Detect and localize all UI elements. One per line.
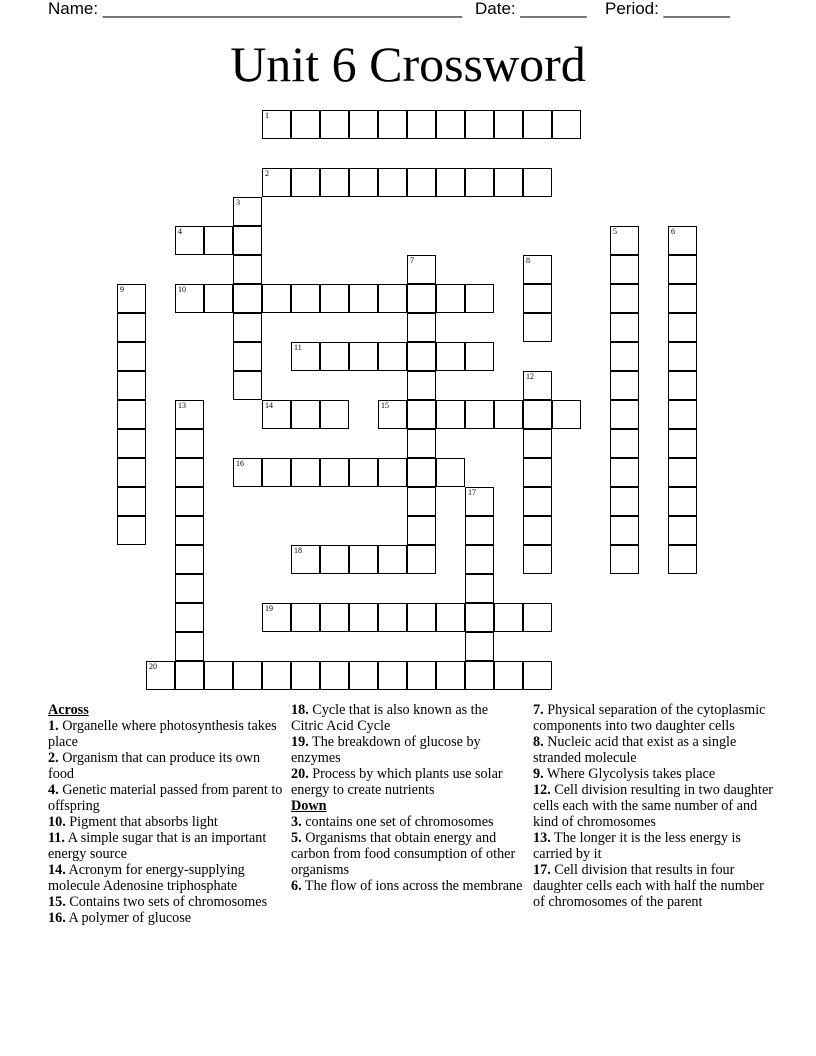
clue-number: 20	[149, 662, 157, 671]
crossword-cell[interactable]	[436, 284, 465, 313]
clue-text: Cell division that results in four daughter cells each with half the number of chromosomes of the parent	[533, 862, 764, 910]
clue-text: Physical separation of the cytoplasmic components into two daughter cells	[533, 702, 766, 734]
crossword-cell[interactable]	[668, 313, 697, 342]
crossword-cell[interactable]	[436, 458, 465, 487]
crossword-cell[interactable]	[465, 632, 494, 661]
crossword-cell[interactable]	[407, 371, 436, 400]
crossword-cell[interactable]	[668, 545, 697, 574]
crossword-cell[interactable]	[378, 545, 407, 574]
clue-text: The longer it is the less energy is carried by it	[533, 830, 741, 862]
crossword-cell[interactable]	[668, 429, 697, 458]
crossword-cell[interactable]	[262, 458, 291, 487]
crossword-cell[interactable]	[291, 458, 320, 487]
crossword-cell[interactable]	[407, 487, 436, 516]
clue-item	[48, 718, 284, 750]
crossword-cell[interactable]	[610, 516, 639, 545]
crossword-cell[interactable]	[610, 255, 639, 284]
crossword-cell[interactable]	[523, 429, 552, 458]
clue-number-label: 17.	[533, 862, 551, 878]
crossword-cell[interactable]	[262, 400, 291, 429]
clue-number: 16	[236, 459, 244, 468]
clue-number-label: 16.	[48, 910, 66, 926]
clue-text: The flow of ions across the membrane	[301, 878, 523, 894]
clue-item	[533, 862, 773, 910]
page-title: Unit 6 Crossword	[230, 36, 586, 92]
clue-number-label: 12.	[533, 782, 551, 798]
crossword-cell[interactable]	[175, 458, 204, 487]
crossword-cell[interactable]	[523, 661, 552, 690]
crossword-cell[interactable]	[117, 371, 146, 400]
clue-text: Organisms that obtain energy and carbon from food consumption of other organisms	[291, 830, 516, 878]
crossword-cell[interactable]	[349, 168, 378, 197]
crossword-cell[interactable]	[436, 168, 465, 197]
period-field[interactable]: Period: _______	[605, 0, 730, 18]
crossword-cell[interactable]	[175, 226, 204, 255]
clue-item	[48, 910, 284, 926]
clue-item	[291, 878, 523, 894]
crossword-cell[interactable]	[175, 661, 204, 690]
clue-text: Organelle where photosynthesis takes place	[48, 718, 277, 750]
crossword-cell[interactable]	[465, 284, 494, 313]
crossword-cell[interactable]	[291, 342, 320, 371]
crossword-cell[interactable]	[117, 342, 146, 371]
crossword-cell[interactable]	[146, 661, 175, 690]
crossword-cell[interactable]	[465, 110, 494, 139]
clue-number: 17	[468, 488, 476, 497]
crossword-cell[interactable]	[320, 545, 349, 574]
crossword-cell[interactable]	[349, 284, 378, 313]
crossword-cell[interactable]	[175, 516, 204, 545]
crossword-cell[interactable]	[668, 226, 697, 255]
crossword-cell[interactable]	[233, 342, 262, 371]
crossword-cell[interactable]	[523, 284, 552, 313]
clue-number-label: 5.	[291, 830, 302, 846]
clue-number-label: 3.	[291, 814, 302, 830]
clue-text: Acronym for energy-supplying molecule Adenosine triphosphate	[48, 862, 245, 894]
crossword-cell[interactable]	[610, 545, 639, 574]
crossword-cell[interactable]	[117, 400, 146, 429]
crossword-cell[interactable]	[436, 603, 465, 632]
crossword-cell[interactable]	[610, 342, 639, 371]
crossword-cell[interactable]	[320, 458, 349, 487]
crossword-cell[interactable]	[465, 400, 494, 429]
clue-item	[291, 830, 523, 878]
clue-item	[533, 782, 773, 830]
clue-item	[291, 702, 523, 734]
crossword-cell[interactable]	[291, 603, 320, 632]
clue-text: Pigment that absorbs light	[65, 814, 218, 830]
clue-number: 11	[294, 343, 302, 352]
clue-number-label: 8.	[533, 734, 544, 750]
crossword-cell[interactable]	[465, 574, 494, 603]
crossword-cell[interactable]	[117, 313, 146, 342]
clue-item	[48, 814, 284, 830]
clue-item	[48, 894, 284, 910]
crossword-cell[interactable]	[320, 661, 349, 690]
crossword-cell[interactable]	[436, 342, 465, 371]
crossword-cell[interactable]	[407, 313, 436, 342]
crossword-cell[interactable]	[552, 400, 581, 429]
crossword-cell[interactable]	[349, 110, 378, 139]
crossword-cell[interactable]	[291, 168, 320, 197]
clue-item	[48, 782, 284, 814]
crossword-cell[interactable]	[407, 458, 436, 487]
crossword-cell[interactable]	[204, 284, 233, 313]
clue-text: Nucleic acid that exist as a single stranded molecule	[533, 734, 737, 766]
clue-number: 6	[671, 227, 675, 236]
crossword-cell[interactable]	[523, 603, 552, 632]
crossword-cell[interactable]	[349, 661, 378, 690]
clue-number-label: 1.	[48, 718, 59, 734]
clue-number: 12	[526, 372, 534, 381]
crossword-cell[interactable]	[233, 661, 262, 690]
crossword-cell[interactable]	[117, 429, 146, 458]
crossword-cell[interactable]	[668, 371, 697, 400]
clue-number-label: 11.	[48, 830, 65, 846]
clue-text: Where Glycolysis takes place	[543, 766, 716, 782]
crossword-cell[interactable]	[494, 110, 523, 139]
crossword-cell[interactable]	[175, 284, 204, 313]
crossword-cell[interactable]	[378, 603, 407, 632]
clue-number-label: 14.	[48, 862, 66, 878]
crossword-cell[interactable]	[320, 400, 349, 429]
crossword-cell[interactable]	[291, 110, 320, 139]
crossword-cell[interactable]	[117, 487, 146, 516]
crossword-cell[interactable]	[523, 516, 552, 545]
crossword-cell[interactable]	[436, 110, 465, 139]
crossword-cell[interactable]	[523, 255, 552, 284]
crossword-cell[interactable]	[349, 342, 378, 371]
clue-text: contains one set of chromosomes	[301, 814, 494, 830]
crossword-cell[interactable]	[668, 516, 697, 545]
crossword-cell[interactable]	[610, 400, 639, 429]
crossword-cell[interactable]	[233, 313, 262, 342]
crossword-cell[interactable]	[610, 284, 639, 313]
crossword-cell[interactable]	[523, 458, 552, 487]
crossword-cell[interactable]	[378, 110, 407, 139]
crossword-cell[interactable]	[117, 458, 146, 487]
clue-item	[48, 862, 284, 894]
crossword-cell[interactable]	[407, 168, 436, 197]
crossword-cell[interactable]	[262, 661, 291, 690]
crossword-cell[interactable]	[610, 226, 639, 255]
crossword-cell[interactable]	[175, 545, 204, 574]
clue-number-label: 13.	[533, 830, 551, 846]
clue-number: 4	[178, 227, 182, 236]
clue-number-label: 20.	[291, 766, 309, 782]
crossword-cell[interactable]	[233, 284, 262, 313]
crossword-cell[interactable]	[407, 255, 436, 284]
crossword-cell[interactable]	[291, 400, 320, 429]
crossword-cell[interactable]	[494, 400, 523, 429]
clue-item	[48, 750, 284, 782]
clue-number-label: 4.	[48, 782, 59, 798]
crossword-cell[interactable]	[407, 516, 436, 545]
crossword-cell[interactable]	[494, 168, 523, 197]
crossword-cell[interactable]	[262, 168, 291, 197]
crossword-cell[interactable]	[233, 255, 262, 284]
crossword-cell[interactable]	[465, 342, 494, 371]
clue-number-label: 15.	[48, 894, 66, 910]
clue-number-label: 6.	[291, 878, 302, 894]
crossword-cell[interactable]	[407, 284, 436, 313]
crossword-cell[interactable]	[465, 516, 494, 545]
crossword-cell[interactable]	[320, 603, 349, 632]
crossword-cell[interactable]	[233, 458, 262, 487]
clue-number: 19	[265, 604, 273, 613]
crossword-cell[interactable]	[175, 400, 204, 429]
crossword-cell[interactable]	[291, 545, 320, 574]
clue-number: 13	[178, 401, 186, 410]
crossword-cell[interactable]	[378, 284, 407, 313]
crossword-cell[interactable]	[349, 458, 378, 487]
crossword-cell[interactable]	[552, 110, 581, 139]
clue-column-2	[291, 702, 523, 894]
crossword-cell[interactable]	[668, 342, 697, 371]
crossword-cell[interactable]	[610, 371, 639, 400]
clue-number: 2	[265, 169, 269, 178]
crossword-cell[interactable]	[523, 371, 552, 400]
crossword-cell[interactable]	[523, 168, 552, 197]
clue-number-label: 10.	[48, 814, 66, 830]
name-field[interactable]: Name: ______________________________________	[48, 0, 463, 18]
clue-number: 3	[236, 198, 240, 207]
clue-text: Contains two sets of chromosomes	[65, 894, 268, 910]
crossword-cell[interactable]	[175, 574, 204, 603]
clue-item	[533, 702, 773, 734]
crossword-cell[interactable]	[407, 603, 436, 632]
clue-number: 18	[294, 546, 302, 555]
crossword-cell[interactable]	[378, 168, 407, 197]
crossword-cell[interactable]	[320, 342, 349, 371]
crossword-cell[interactable]	[465, 661, 494, 690]
across-heading: Across	[48, 702, 89, 718]
clue-item	[48, 830, 284, 862]
crossword-cell[interactable]	[175, 603, 204, 632]
crossword-cell[interactable]	[262, 284, 291, 313]
clue-text: Cycle that is also known as the Citric Acid Cycle	[291, 702, 489, 734]
crossword-cell[interactable]	[407, 545, 436, 574]
clue-text: Organism that can produce its own food	[48, 750, 261, 782]
crossword-cell[interactable]	[291, 661, 320, 690]
crossword-cell[interactable]	[523, 400, 552, 429]
clue-item	[291, 734, 523, 766]
clue-number: 14	[265, 401, 273, 410]
crossword-cell[interactable]	[117, 284, 146, 313]
clue-text: The breakdown of glucose by enzymes	[291, 734, 481, 766]
crossword-cell[interactable]	[204, 226, 233, 255]
crossword-cell[interactable]	[320, 110, 349, 139]
crossword-cell[interactable]	[175, 632, 204, 661]
crossword-cell[interactable]	[349, 545, 378, 574]
clue-number: 1	[265, 111, 269, 120]
clue-text: A polymer of glucose	[65, 910, 192, 926]
crossword-cell[interactable]	[610, 429, 639, 458]
crossword-cell[interactable]	[668, 487, 697, 516]
crossword-cell[interactable]	[204, 661, 233, 690]
clue-number: 5	[613, 227, 617, 236]
crossword-cell[interactable]	[378, 342, 407, 371]
crossword-cell[interactable]	[610, 313, 639, 342]
clue-item	[533, 734, 773, 766]
crossword-cell[interactable]	[175, 429, 204, 458]
crossword-cell[interactable]	[407, 400, 436, 429]
clue-number: 9	[120, 285, 124, 294]
crossword-cell[interactable]	[668, 255, 697, 284]
crossword-cell[interactable]	[233, 371, 262, 400]
crossword-cell[interactable]	[523, 313, 552, 342]
down-heading: Down	[291, 798, 327, 814]
crossword-cell[interactable]	[494, 661, 523, 690]
clue-text: Process by which plants use solar energy to create nutrients	[291, 766, 503, 798]
crossword-cell[interactable]	[349, 603, 378, 632]
clue-item	[533, 766, 773, 782]
crossword-cell[interactable]	[407, 661, 436, 690]
crossword-cell[interactable]	[262, 603, 291, 632]
crossword-cell[interactable]	[407, 342, 436, 371]
crossword-cell[interactable]	[465, 603, 494, 632]
clue-item	[533, 830, 773, 862]
crossword-cell[interactable]	[175, 487, 204, 516]
crossword-cell[interactable]	[407, 429, 436, 458]
crossword-cell[interactable]	[668, 458, 697, 487]
clue-number: 15	[381, 401, 389, 410]
crossword-cell[interactable]	[233, 226, 262, 255]
clue-number-label: 18.	[291, 702, 309, 718]
crossword-cell[interactable]	[117, 516, 146, 545]
crossword-cell[interactable]	[668, 400, 697, 429]
crossword-cell[interactable]	[523, 110, 552, 139]
clue-number-label: 19.	[291, 734, 309, 750]
clue-number: 10	[178, 285, 186, 294]
crossword-cell[interactable]	[436, 661, 465, 690]
crossword-cell[interactable]	[378, 661, 407, 690]
clue-item	[291, 814, 523, 830]
clue-column-1	[48, 702, 284, 926]
clue-text: A simple sugar that is an important energy source	[48, 830, 267, 862]
clue-number: 8	[526, 256, 530, 265]
crossword-cell[interactable]	[262, 110, 291, 139]
crossword-cell[interactable]	[465, 545, 494, 574]
clue-number-label: 9.	[533, 766, 544, 782]
crossword-cell[interactable]	[320, 284, 349, 313]
crossword-cell[interactable]	[465, 487, 494, 516]
crossword-cell[interactable]	[378, 400, 407, 429]
crossword-cell[interactable]	[610, 458, 639, 487]
crossword-cell[interactable]	[378, 458, 407, 487]
clue-column-3	[533, 702, 773, 910]
crossword-cell[interactable]	[523, 545, 552, 574]
clue-item	[291, 766, 523, 798]
date-field[interactable]: Date: _______	[475, 0, 587, 18]
clue-number-label: 7.	[533, 702, 544, 718]
crossword-cell[interactable]	[436, 400, 465, 429]
crossword-cell[interactable]	[233, 197, 262, 226]
clue-text: Cell division resulting in two daughter cells each with the same number of and kind of chromosomes	[533, 782, 773, 830]
clue-text: Genetic material passed from parent to offspring	[48, 782, 283, 814]
crossword-cell[interactable]	[291, 284, 320, 313]
crossword-cell[interactable]	[610, 487, 639, 516]
crossword-cell[interactable]	[465, 168, 494, 197]
crossword-cell[interactable]	[407, 110, 436, 139]
clue-number: 7	[410, 256, 414, 265]
crossword-cell[interactable]	[494, 603, 523, 632]
crossword-cell[interactable]	[668, 284, 697, 313]
crossword-cell[interactable]	[523, 487, 552, 516]
clue-number-label: 2.	[48, 750, 59, 766]
crossword-cell[interactable]	[320, 168, 349, 197]
